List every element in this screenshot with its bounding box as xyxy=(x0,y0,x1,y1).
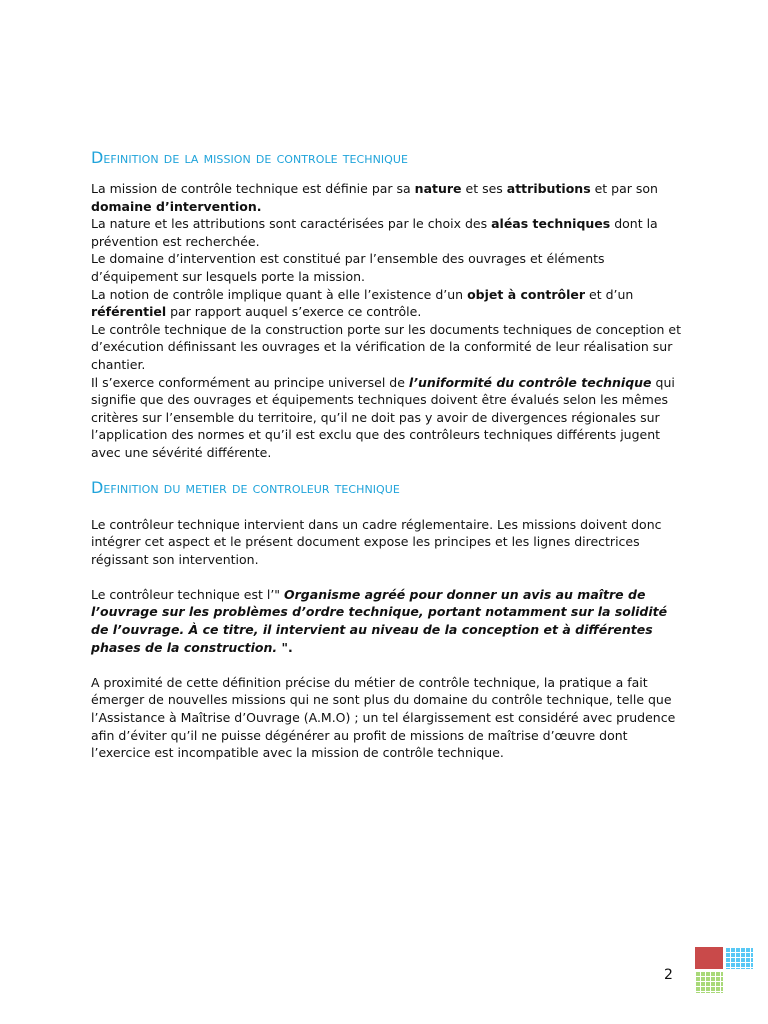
paragraph xyxy=(91,374,681,462)
bold-text: ". xyxy=(277,639,293,655)
text-run: Le contrôleur technique est l’" xyxy=(91,586,285,602)
bold-text: aléas techniques xyxy=(491,216,611,232)
section-mission-body xyxy=(91,180,681,462)
emphasis-text: Organisme agréé pour donner un avis au maître de l’ouvrage sur les problèmes d’ordre technique, portant notamment sur la solidité de l’ouvrage. À ce titre, il intervient au niveau de la conception et à différentes phases de la construction. xyxy=(91,586,668,655)
logo-red-square xyxy=(695,947,723,969)
text-run: Il s’exerce conformément au principe universel de xyxy=(91,374,409,390)
logo-blue-grid-square xyxy=(725,947,753,969)
text-run: Le domaine d’intervention est constitué par l’ensemble des ouvrages et éléments d’équipement sur lesquels porte la mission. xyxy=(91,251,605,284)
text-run: La nature et les attributions sont caractérisées par le choix des xyxy=(91,216,492,232)
paragraph xyxy=(91,516,681,569)
section-heading-metier: Definition du metier de controleur technique xyxy=(91,477,400,497)
text-run: et ses xyxy=(461,181,507,196)
paragraph xyxy=(91,286,681,321)
section-heading-mission: Definition de la mission de controle technique xyxy=(91,148,408,167)
emphasis-text: l’uniformité du contrôle technique xyxy=(408,374,652,390)
paragraph xyxy=(91,180,681,215)
paragraph xyxy=(91,321,681,374)
text-run: Le contrôleur technique intervient dans un cadre réglementaire. Les missions doivent donc intégrer cet aspect et le présent document expose les principes et les lignes directrices régissant son intervention. xyxy=(91,516,662,567)
paragraph xyxy=(91,215,681,250)
section-metier-body xyxy=(91,516,681,762)
document-body xyxy=(91,148,681,762)
text-run: qui signifie que des ouvrages et équipements techniques doivent être évalués selon les mêmes critères sur l’ensemble du territoire, qu’il ne doit pas y avoir de divergences régionales sur l’application des normes et qu’il est exclu que des contrôleurs techniques différents jugent avec une sévérité différente. xyxy=(91,374,675,460)
paragraph xyxy=(91,586,681,656)
text-run: La notion de contrôle implique quant à elle l’existence d’un xyxy=(91,286,468,302)
text-run: par rapport auquel s’exerce ce contrôle. xyxy=(166,304,422,320)
text-run: et d’un xyxy=(585,286,634,302)
bold-text: attributions xyxy=(506,181,591,196)
text-run: et par son xyxy=(590,181,658,196)
page-number: 2 xyxy=(664,967,673,983)
text-run: La mission de contrôle technique est définie par sa xyxy=(91,181,415,196)
text-run: Le contrôle technique de la construction porte sur les documents techniques de conception et d’exécution définissant les ouvrages et la vérification de la conformité de leur réalisation sur chantier. xyxy=(91,321,682,372)
paragraph xyxy=(91,250,681,285)
corner-logo xyxy=(695,947,753,993)
bold-text: domaine d’intervention. xyxy=(91,198,262,214)
logo-green-grid-square xyxy=(695,971,723,993)
bold-text: référentiel xyxy=(91,304,167,320)
bold-text: nature xyxy=(414,181,462,196)
text-run: A proximité de cette définition précise du métier de contrôle technique, la pratique a fait émerger de nouvelles missions qui ne sont plus du domaine du contrôle technique, telle que l’Assistance à Maîtrise d’Ouvrage (A.M.O) ; un tel élargissement est considéré avec prudence afin d’éviter qu’il ne puisse dégénérer au profit de missions de maîtrise d’œuvre dont l’exercice est incompatible avec la mission de contrôle technique. xyxy=(91,674,676,761)
bold-text: objet à contrôler xyxy=(467,286,586,302)
paragraph xyxy=(91,674,681,762)
text-run: dont la prévention est recherchée. xyxy=(91,216,658,249)
